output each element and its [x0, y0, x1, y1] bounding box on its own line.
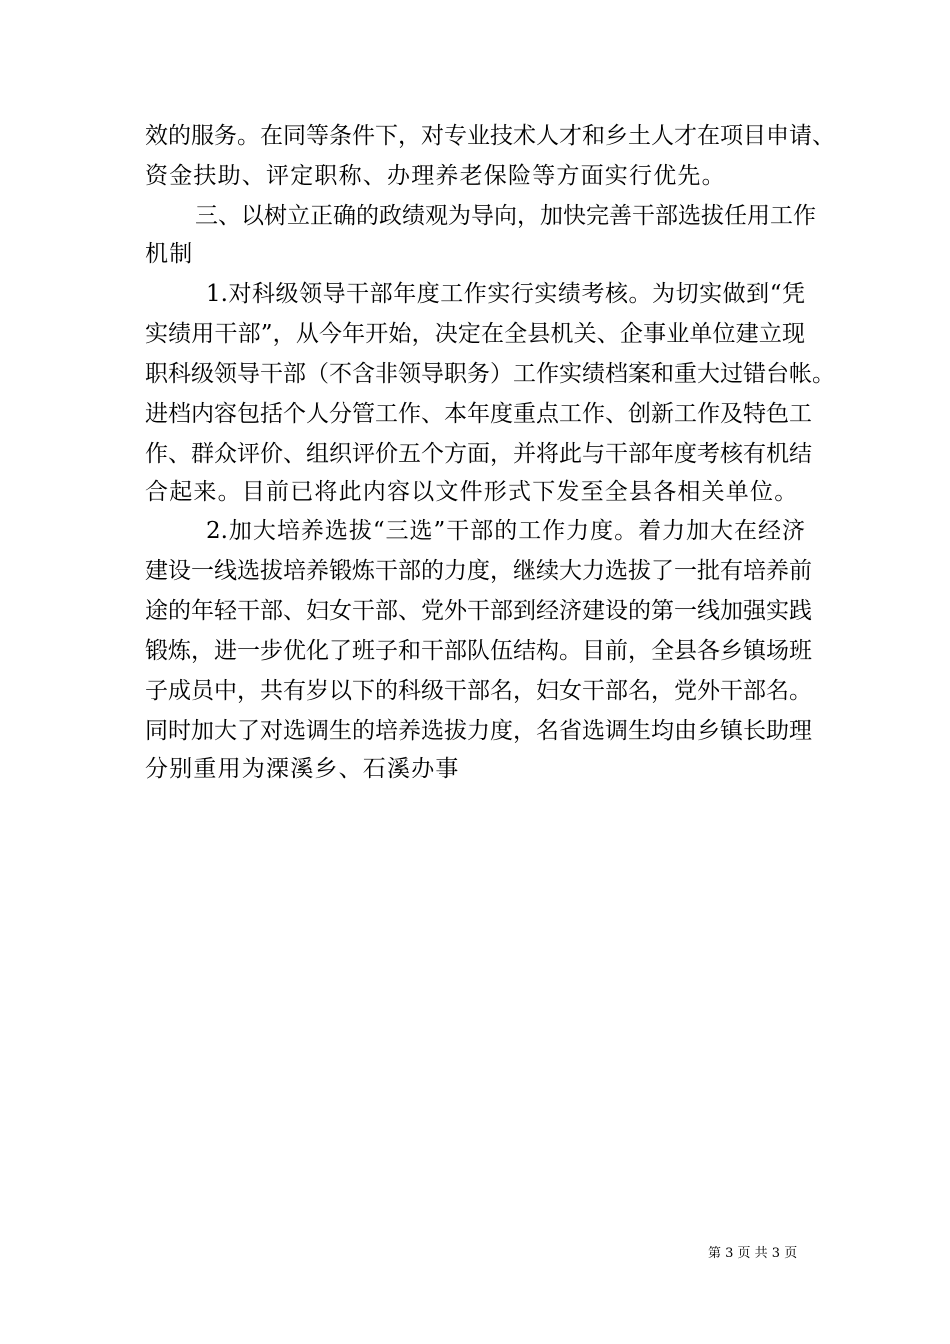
text-line: 锻炼，进一步优化了班子和干部队伍结构。目前，全县各乡镇场班: [145, 638, 812, 664]
text-line: 同时加大了对选调生的培养选拔力度，名省选调生均由乡镇长助理: [145, 718, 812, 744]
text-line: 职科级领导干部（不含非领导职务）工作实绩档案和重大过错台帐。: [145, 361, 835, 387]
text-line: 作、群众评价、组织评价五个方面，并将此与干部年度考核有机结: [145, 441, 812, 467]
text-line: 效的服务。在同等条件下，对专业技术人才和乡土人才在项目申请、: [145, 123, 835, 149]
section-heading-continued: 机制: [145, 241, 194, 267]
text-line: 实绩用干部”，从今年开始，决定在全县机关、企事业单位建立现: [145, 321, 805, 347]
text-line: 合起来。目前已将此内容以文件形式下发至全县各相关单位。: [145, 479, 799, 505]
section-heading: 三、以树立正确的政绩观为导向，加快完善干部选拔任用工作: [195, 203, 816, 229]
text-line: 进档内容包括个人分管工作、本年度重点工作、创新工作及特色工: [145, 401, 812, 427]
text-line: 2.加大培养选拔“三选”干部的工作力度。着力加大在经济: [206, 518, 805, 544]
text-line: 子成员中，共有岁以下的科级干部名，妇女干部名，党外干部名。: [145, 678, 812, 704]
text-line: 1.对科级领导干部年度工作实行实绩考核。为切实做到“凭: [206, 281, 805, 307]
text-line: 途的年轻干部、妇女干部、党外干部到经济建设的第一线加强实践: [145, 598, 812, 624]
text-line: 资金扶助、评定职称、办理养老保险等方面实行优先。: [145, 163, 726, 189]
text-line: 分别重用为溧溪乡、石溪办事: [145, 756, 460, 782]
text-line: 建设一线选拔培养锻炼干部的力度，继续大力选拔了一批有培养前: [145, 558, 812, 584]
page-number-footer: 第 3 页 共 3 页: [708, 1246, 798, 1261]
